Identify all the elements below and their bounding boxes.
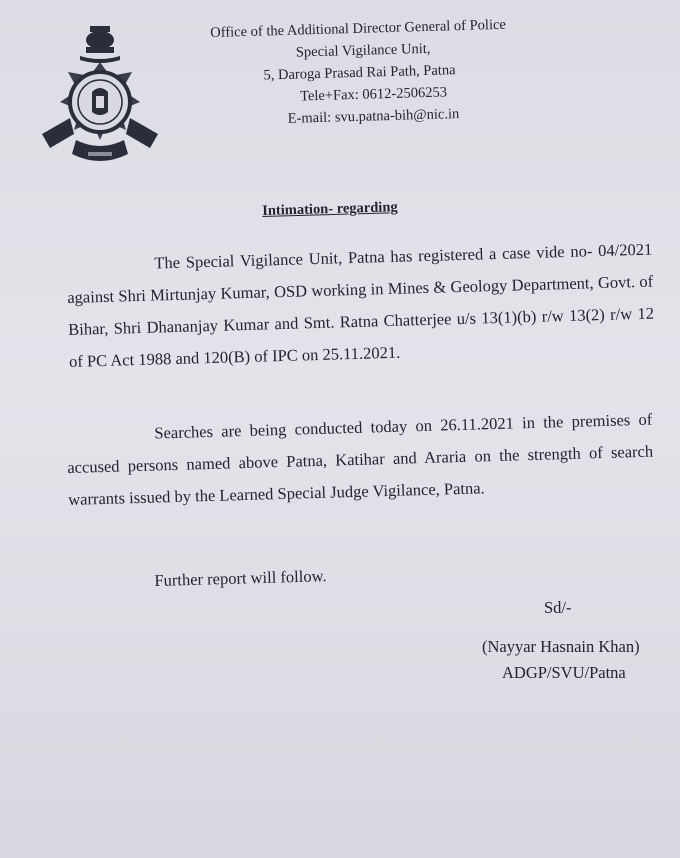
body-paragraph-3: Further report will follow. [154,566,327,590]
letterhead-office: Office of the Additional Director General of Police [210,16,507,41]
body-paragraph-1: The Special Vigilance Unit, Patna has registered a case vide no- 04/2021 against Shri Mirtunjay Kumar, OSD working in Mines & Geology Department, Govt. of Bihar, Shri Dhananjay Kumar and Smt. Ratna Chatterjee u/s 13(1)(b) r/w 13(2) r/w 12 of PC Act 1988 and 120(B) of IPC on 25.11.2021. [67,239,655,371]
letterhead-email: E-mail: svu.patna-bih@nic.in [287,106,460,127]
letterhead-phone: Tele+Fax: 0612-2506253 [299,84,448,105]
signature-sd: Sd/- [544,598,572,617]
letterhead [210,12,573,132]
signatory-name: (Nayyar Hasnain Khan) [482,637,640,656]
letterhead-address: 5, Daroga Prasad Rai Path, Patna [263,62,456,84]
signatory-designation: ADGP/SVU/Patna [502,663,626,682]
police-emblem-icon [36,22,164,170]
letterhead-unit: Special Vigilance Unit, [295,40,431,61]
body-paragraph-2: Searches are being conducted today on 26.11.2021 in the premises of accused persons named above Patna, Katihar and Araria on the strength of search warrants issued by the Learned Special Judge Vigilance, Patna. [67,409,654,509]
subject-heading: Intimation- regarding [262,199,398,219]
